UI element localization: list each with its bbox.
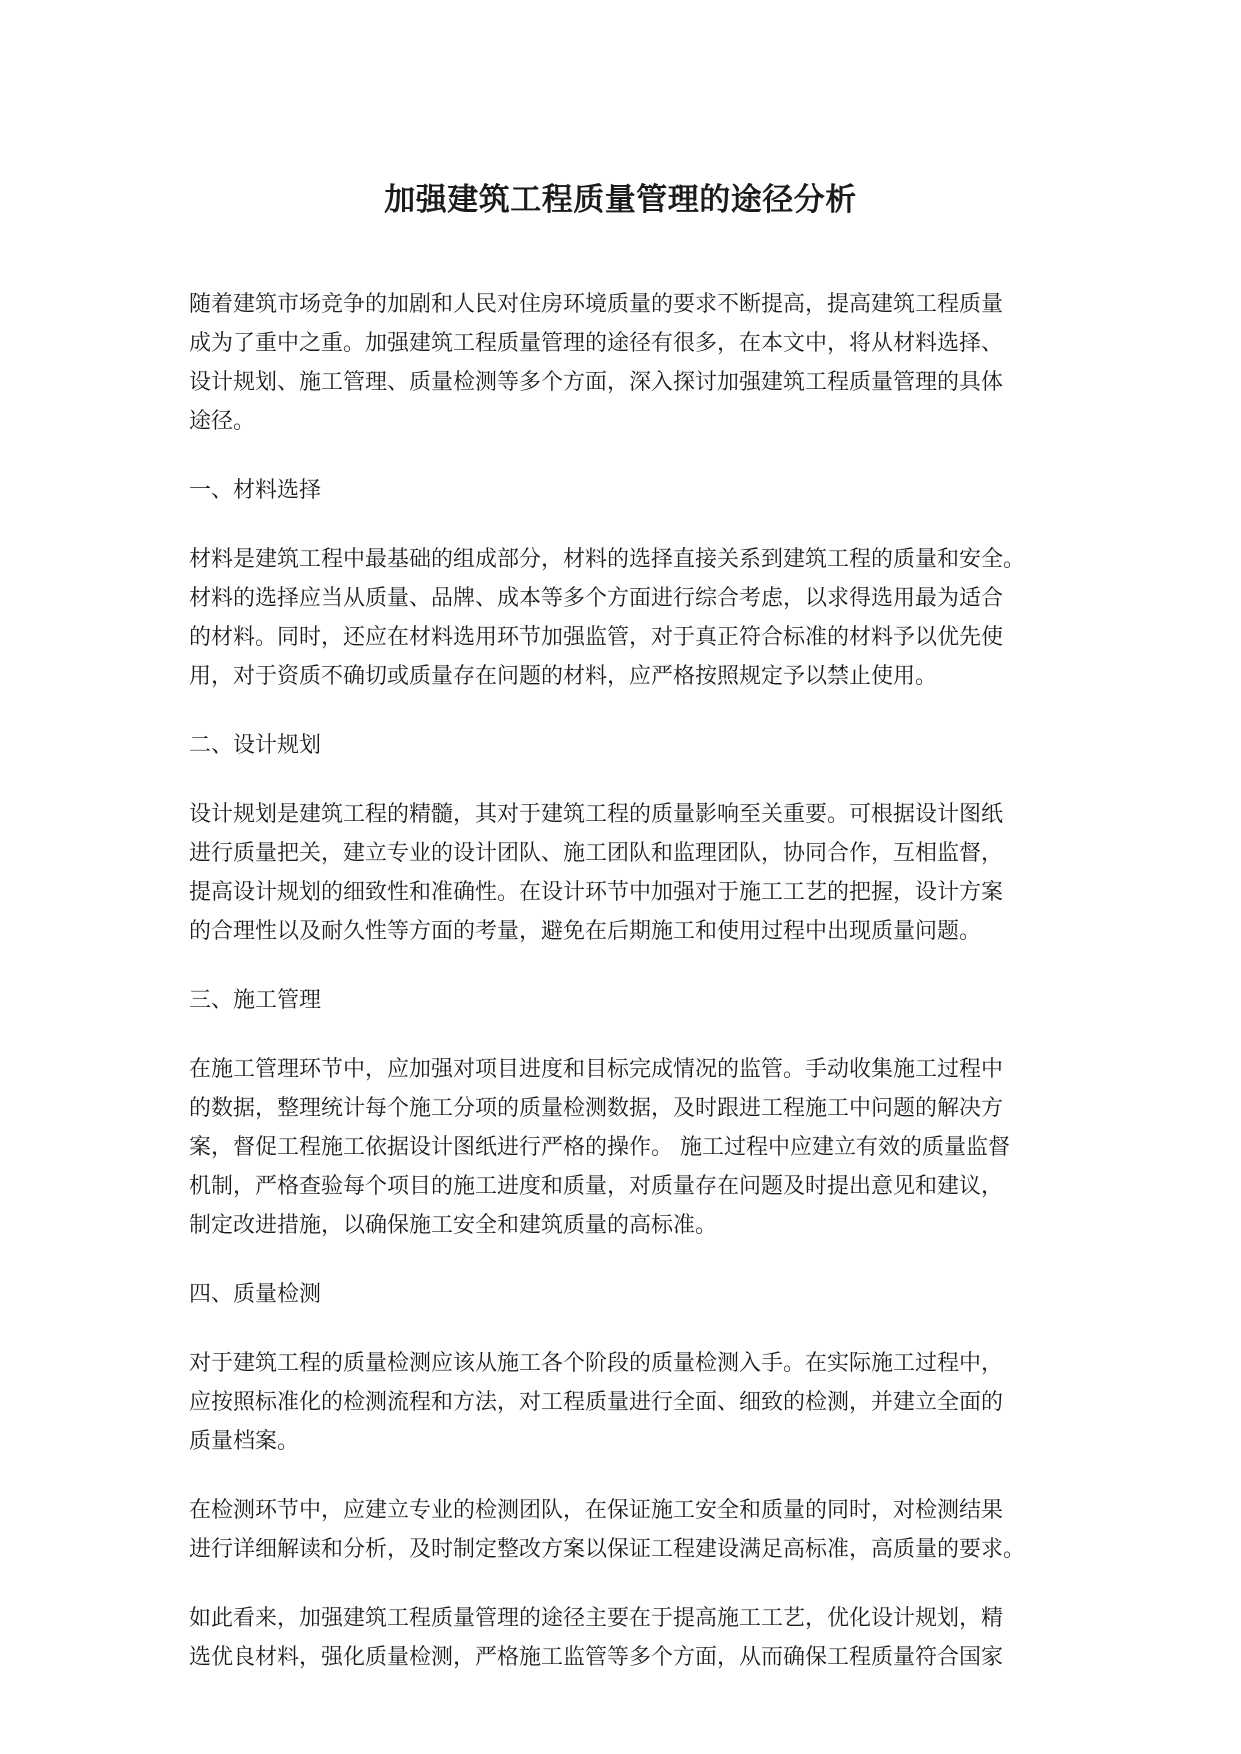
paragraph-materials: [189, 540, 1069, 696]
paragraph-line: 的材料。同时，还应在材料选用环节加强监管，对于真正符合标准的材料予以优先使: [189, 625, 1004, 650]
paragraph-line: 对于建筑工程的质量检测应该从施工各个阶段的质量检测入手。在实际施工过程中，: [189, 1351, 1004, 1376]
paragraph-design: [189, 795, 1069, 951]
paragraph-construction: [189, 1050, 1069, 1245]
section-heading-inspection: 四、质量检测: [189, 1282, 322, 1307]
document-body: [189, 285, 1069, 1707]
paragraph-line: 机制，严格查验每个项目的施工进度和质量，对质量存在问题及时提出意见和建议，: [189, 1174, 1004, 1199]
paragraph-line: 进行详细解读和分析，及时制定整改方案以保证工程建设满足高标准，高质量的要求。: [189, 1537, 1026, 1562]
paragraph-line: 案，督促工程施工依据设计图纸进行严格的操作。 施工过程中应建立有效的质量监督: [189, 1135, 1010, 1160]
paragraph-line: 用，对于资质不确切或质量存在问题的材料，应严格按照规定予以禁止使用。: [189, 664, 938, 689]
paragraph-line: 设计规划、施工管理、质量检测等多个方面，深入探讨加强建筑工程质量管理的具体: [189, 370, 1004, 395]
paragraph-line: 途径。: [189, 409, 256, 434]
paragraph-line: 应按照标准化的检测流程和方法，对工程质量进行全面、细致的检测，并建立全面的: [189, 1390, 1004, 1415]
paragraph-line: 提高设计规划的细致性和准确性。在设计环节中加强对于施工工艺的把握，设计方案: [189, 880, 1004, 905]
paragraph-line: 材料的选择应当从质量、品牌、成本等多个方面进行综合考虑，以求得选用最为适合: [189, 586, 1004, 611]
paragraph-line: 材料是建筑工程中最基础的组成部分，材料的选择直接关系到建筑工程的质量和安全。: [189, 547, 1026, 572]
paragraph-conclusion: [189, 1599, 1069, 1677]
paragraph-line: 在施工管理环节中，应加强对项目进度和目标完成情况的监管。手动收集施工过程中: [189, 1057, 1004, 1082]
paragraph-line: 进行质量把关，建立专业的设计团队、施工团队和监理团队，协同合作，互相监督，: [189, 841, 1004, 866]
paragraph-inspection: [189, 1344, 1069, 1461]
document-title: 加强建筑工程质量管理的途径分析: [384, 182, 857, 218]
paragraph-line: 的合理性以及耐久性等方面的考量，避免在后期施工和使用过程中出现质量问题。: [189, 919, 982, 944]
section-heading-design: 二、设计规划: [189, 733, 322, 758]
paragraph-line: 设计规划是建筑工程的精髓，其对于建筑工程的质量影响至关重要。可根据设计图纸: [189, 802, 1004, 827]
paragraph-line: 如此看来，加强建筑工程质量管理的途径主要在于提高施工工艺，优化设计规划，精: [189, 1606, 1004, 1631]
paragraph-line: 随着建筑市场竞争的加剧和人民对住房环境质量的要求不断提高，提高建筑工程质量: [189, 292, 1004, 317]
paragraph-line: 质量档案。: [189, 1429, 300, 1454]
paragraph-intro: [189, 285, 1069, 441]
paragraph-line: 在检测环节中，应建立专业的检测团队，在保证施工安全和质量的同时，对检测结果: [189, 1498, 1004, 1523]
paragraph-line: 的数据，整理统计每个施工分项的质量检测数据，及时跟进工程施工中问题的解决方: [189, 1096, 1004, 1121]
section-heading-materials: 一、材料选择: [189, 478, 322, 503]
paragraph-line: 成为了重中之重。加强建筑工程质量管理的途径有很多，在本文中，将从材料选择、: [189, 331, 1004, 356]
paragraph-line: 选优良材料，强化质量检测，严格施工监管等多个方面，从而确保工程质量符合国家: [189, 1645, 1004, 1670]
section-heading-construction: 三、施工管理: [189, 988, 322, 1013]
paragraph-inspection-team: [189, 1491, 1069, 1569]
paragraph-line: 制定改进措施，以确保施工安全和建筑质量的高标准。: [189, 1213, 718, 1238]
